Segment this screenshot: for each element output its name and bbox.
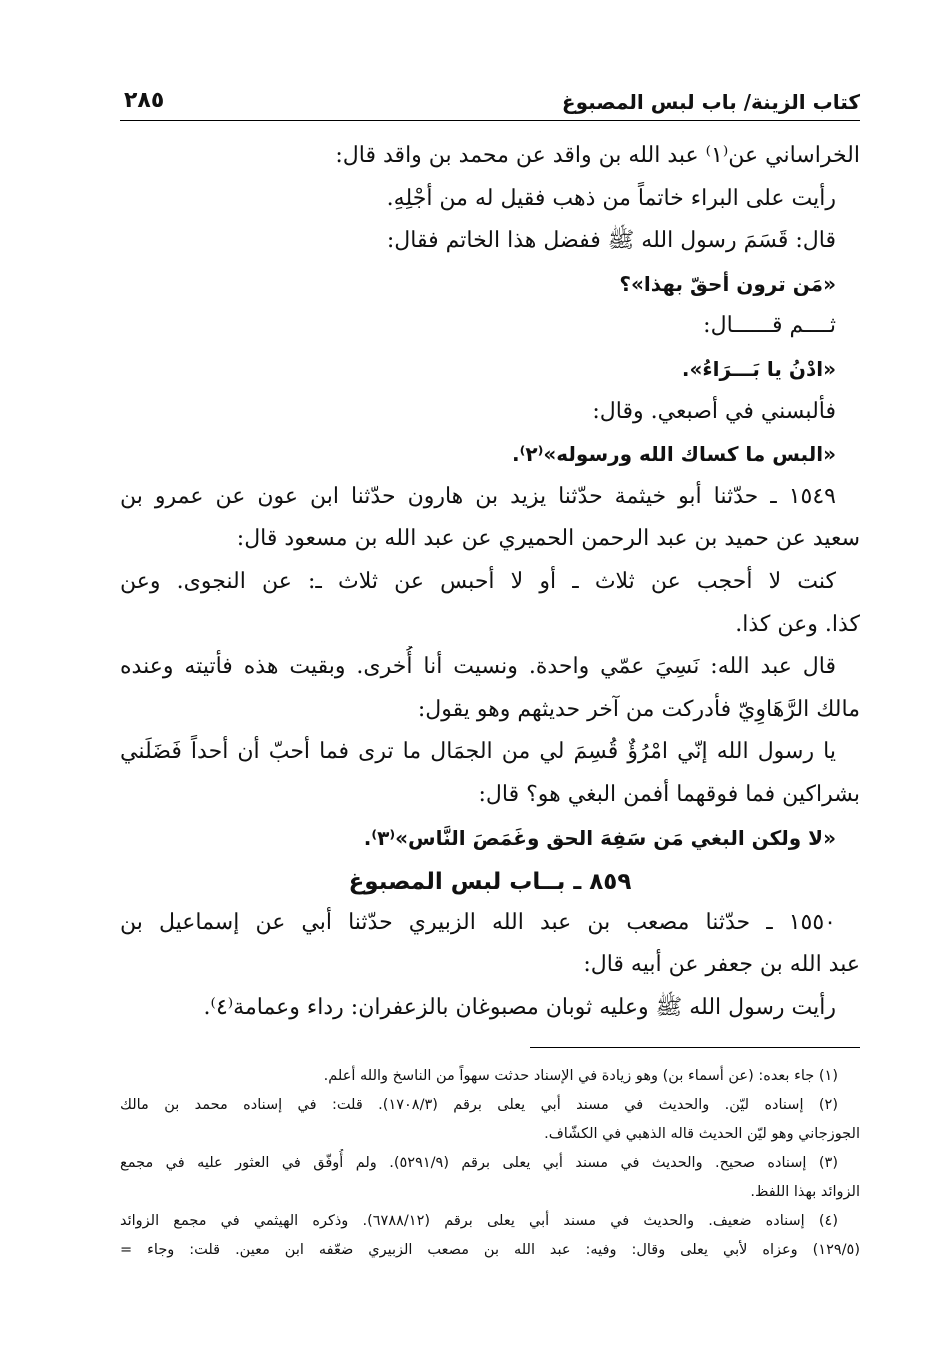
prophetic-quote: «البس ما كساك الله ورسوله»⁽٢⁾. <box>512 442 836 467</box>
footnote: الجوزجاني وهو ليّن الحديث قاله الذهبي في الكشّاف. <box>544 1126 860 1143</box>
prophetic-quote: «لا ولكن البغي مَن سَفِهَ الحق وغَمَصَ النَّاس»⁽٣⁾. <box>363 825 836 850</box>
footnote: (٤) إسناده ضعيف. والحديث في مسند أبي يعلى برقم (٦٧٨٨/١٢). وذكره الهيثمي في مجمع الزوائد <box>120 1213 838 1230</box>
text-line: قال: قَسَمَ رسول الله ﷺ ففضل هذا الخاتم فقال: <box>386 228 836 254</box>
book-page <box>120 80 860 1265</box>
text-line: مالك الرَّهَاوِيّ فأدركت من آخر حديثهم وهو يقول: <box>417 696 860 722</box>
prophetic-quote: «مَن ترون أحقّ بهذا»؟ <box>619 271 836 296</box>
text-line: فألبسني في أصبعي. وقال: <box>592 398 836 424</box>
footnote: (٣) إسناده صحيح. والحديث في مسند أبي يعلى برقم (٥٢٩١/٩). ولم أُوفّق في العثور عليه في مجمع <box>120 1155 839 1172</box>
footnote: الزوائد بهذا اللفظ. <box>750 1184 860 1201</box>
footnotes <box>120 1062 860 1265</box>
footnote: (١) جاء بعده: (عن أسماء بن) وهو زيادة في الإسناد حدثت سهواً من الناسخ والله أعلم. <box>323 1068 838 1085</box>
page-number: ٢٨٥ <box>124 88 165 113</box>
footnote: (٢) إسناده ليّن. والحديث في مسند أبي يعلى برقم (١٧٠٨/٣). قلت: في إسناده محمد بن مالك <box>120 1097 838 1114</box>
chapter-title: كتاب الزينة/ باب لبس المصبوغ <box>561 90 860 114</box>
hadith-1549-start: ١٥٤٩ ـ حدّثنا أبو خيثمة حدّثنا يزيد بن هارون حدّثنا ابن عون عن عمرو بن <box>120 483 836 509</box>
text-line: قال عبد الله: نَسِيَ عمّي واحدة. ونسيت أنا أُخرى. وبقيت هذه فأتيته وعنده <box>120 654 836 680</box>
text-line: الخراساني عن⁽١⁾ عبد الله بن واقد عن محمد بن واقد قال: <box>335 143 860 168</box>
text-line: كذا. وعن كذا. <box>735 611 860 637</box>
running-header <box>120 80 860 121</box>
chapter-heading: ٨٥٩ ـ بــاب لبس المصبوغ <box>348 869 632 896</box>
text-line: بشراكين فما فوقهما أفمن البغي هو؟ قال: <box>478 781 860 807</box>
footnote-separator <box>530 1047 860 1048</box>
prophetic-quote: «ادْنُ يا بَـــرَاءُ». <box>681 356 836 381</box>
text-line: يا رسول الله إنّي امْرُؤٌ قُسِمَ لي من الجمَال ما ترى فما أحبّ أن أحداً فَضَلَني <box>120 739 836 765</box>
text-line: كنت لا أحجب عن ثلاث ـ أو لا أحبس عن ثلاث ـ: عن النجوى. وعن <box>120 568 836 594</box>
footnote: (١٢٩/٥) وعزاه لأبي يعلى وقال: وفيه: عبد الله بن مصعب الزبيري ضعّفه ابن معين. قلت: وجاء = <box>120 1242 860 1259</box>
text-line: سعيد عن حميد بن عبد الرحمن الحميري عن عبد الله بن مسعود قال: <box>236 526 860 552</box>
hadith-1550-start: ١٥٥٠ ـ حدّثنا مصعب بن عبد الله الزبيري حدّثنا أبي عن إسماعيل بن <box>120 909 836 935</box>
text-line: رأيت رسول الله ﷺ وعليه ثوبان مصبوغان بالزعفران: رداء وعمامة⁽٤⁾. <box>203 994 836 1020</box>
main-text <box>120 135 860 1029</box>
text-line: ثــــم قــــــال: <box>703 313 836 339</box>
text-line: رأيت على البراء خاتماً من ذهب فقيل له من أجْلِهِ. <box>386 185 836 211</box>
text-line: عبد الله بن جعفر عن أبيه قال: <box>583 952 860 978</box>
